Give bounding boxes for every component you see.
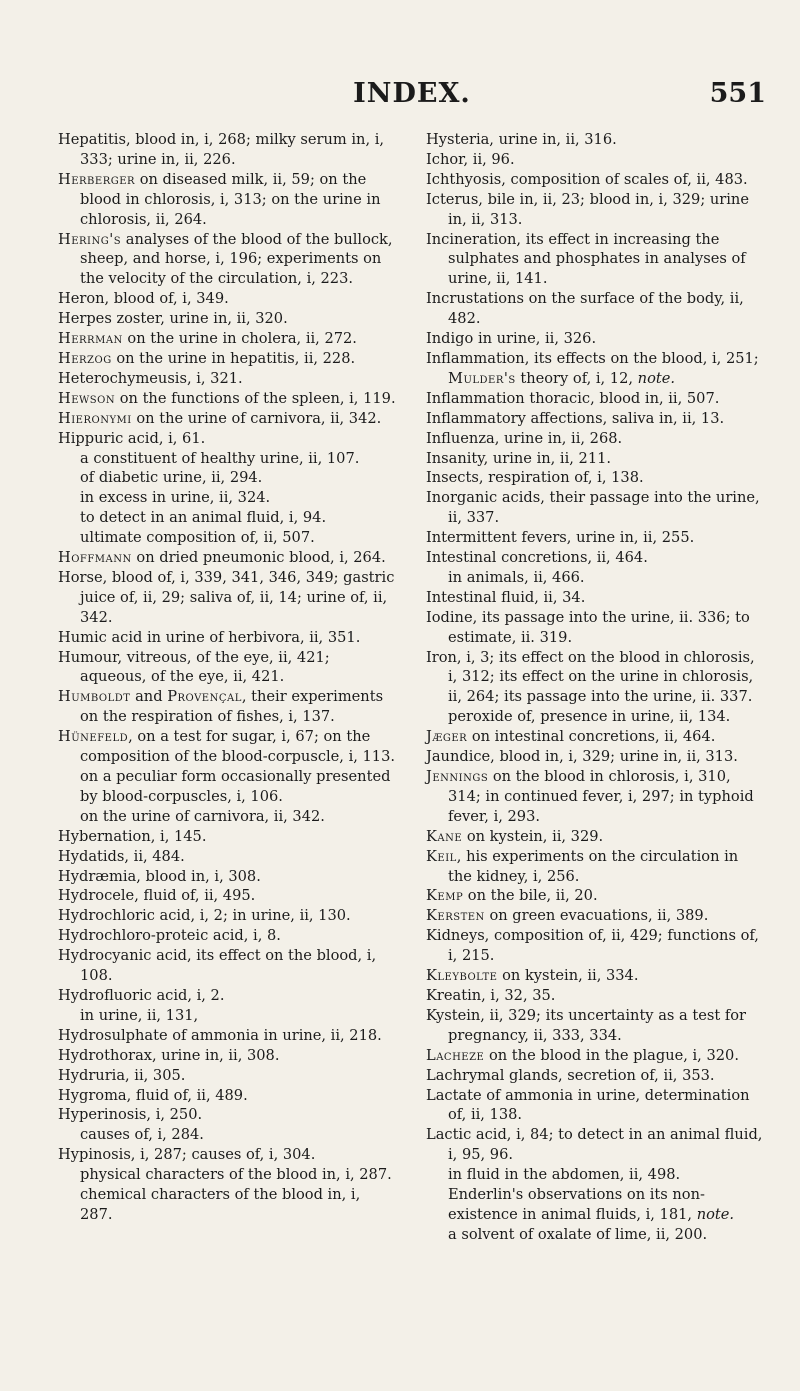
right-index-column xyxy=(426,130,764,1245)
index-text: on green evacuations, ii, 389. xyxy=(484,907,709,925)
index-entry xyxy=(426,429,764,449)
index-text: on kystein, ii, 329. xyxy=(462,827,604,845)
index-note: note. xyxy=(696,1205,735,1223)
index-text: on the functions of the spleen, i, 119. xyxy=(115,389,396,407)
index-author: Lacheze xyxy=(426,1046,485,1064)
page-number: 551 xyxy=(709,78,766,109)
index-entry xyxy=(426,1066,764,1086)
index-entry xyxy=(58,568,396,628)
index-text: on intestinal concretions, ii, 464. xyxy=(467,728,716,746)
index-text: ultimate composition of, ii, 507. xyxy=(80,529,315,547)
index-text: Inflammation thoracic, blood in, ii, 507. xyxy=(426,389,720,407)
index-subentry xyxy=(426,1185,764,1225)
index-entry xyxy=(426,827,764,847)
index-text: in excess in urine, ii, 324. xyxy=(80,489,271,507)
index-entry xyxy=(426,468,764,488)
index-text: Incrustations on the surface of the body, ii, 482. xyxy=(426,290,744,328)
index-entry xyxy=(58,687,396,727)
index-entry xyxy=(58,648,396,688)
index-entry xyxy=(58,389,396,409)
index-entry xyxy=(426,966,764,986)
index-entry xyxy=(426,548,764,568)
index-entry xyxy=(426,170,764,190)
index-text: Incineration, its effect in increasing the sulphates and phosphates in analyses of urine, ii, 141. xyxy=(426,230,746,288)
index-subentry xyxy=(426,1225,764,1245)
index-subentry xyxy=(426,568,764,588)
index-text: of diabetic urine, ii, 294. xyxy=(80,469,263,487)
index-entry xyxy=(426,130,764,150)
index-entry xyxy=(426,349,764,389)
index-text: Hydatids, ii, 484. xyxy=(58,847,185,865)
index-note: note. xyxy=(637,369,675,387)
index-subentry xyxy=(58,767,396,807)
index-text: Indigo in urine, ii, 326. xyxy=(426,330,597,348)
index-entry xyxy=(58,369,396,389)
index-entry xyxy=(58,1145,396,1165)
index-entry xyxy=(58,409,396,429)
index-text: , on a test for sugar, i, 67; on the composition of the blood-corpuscle, i, 113. xyxy=(80,728,396,766)
index-entry xyxy=(426,409,764,429)
index-entry xyxy=(426,528,764,548)
index-entry xyxy=(58,329,396,349)
index-text: Influenza, urine in, ii, 268. xyxy=(426,429,623,447)
index-author: Hewson xyxy=(58,389,116,407)
index-author: Mulder's xyxy=(448,369,516,387)
index-entry xyxy=(58,986,396,1006)
index-text: Hippuric acid, i, 61. xyxy=(58,429,206,447)
index-text: Hyperinosis, i, 250. xyxy=(58,1106,203,1124)
index-text: Hydrochloro-proteic acid, i, 8. xyxy=(58,927,281,945)
index-text: on the blood in chlorosis, i, 310, 314; in continued fever, i, 297; in typhoid fever, i, 293. xyxy=(448,768,754,825)
index-entry xyxy=(426,488,764,528)
index-text: chemical characters of the blood in, i, 287. xyxy=(80,1186,361,1223)
index-text: Kystein, ii, 329; its uncertainty as a test for pregnancy, ii, 333, 334. xyxy=(426,1006,747,1044)
index-entry xyxy=(58,946,396,986)
index-text: Hydrocele, fluid of, ii, 495. xyxy=(58,887,256,905)
index-text: theory of, i, 12, xyxy=(515,369,638,387)
index-text: on the blood in the plague, i, 320. xyxy=(484,1046,739,1064)
index-entry xyxy=(58,628,396,648)
index-text: Icterus, bile in, ii, 23; blood in, i, 329; urine in, ii, 313. xyxy=(426,190,749,228)
index-text: on the urine in hepatitis, ii, 228. xyxy=(111,349,356,367)
index-text: Lactic acid, i, 84; to detect in an animal fluid, i, 95, 96. xyxy=(426,1126,763,1164)
page-header xyxy=(58,78,766,112)
index-author: Herberger xyxy=(58,170,136,188)
index-entry xyxy=(58,1026,396,1046)
index-text: on dried pneumonic blood, i, 264. xyxy=(131,549,386,567)
index-text: to detect in an animal fluid, i, 94. xyxy=(80,509,327,527)
index-text: Humour, vitreous, of the eye, ii, 421; aqueous, of the eye, ii, 421. xyxy=(58,648,330,686)
index-entry xyxy=(426,588,764,608)
index-entry xyxy=(426,886,764,906)
index-entry xyxy=(58,827,396,847)
index-entry xyxy=(58,548,396,568)
index-text: Lactate of ammonia in urine, determination of, ii, 138. xyxy=(426,1086,750,1124)
index-text: Hysteria, urine in, ii, 316. xyxy=(426,131,617,148)
index-text: analyses of the blood of the bullock, sheep, and horse, i, 196; experiments on the velocity of the circulation, i, 223. xyxy=(80,230,393,288)
index-text: and xyxy=(130,688,168,706)
index-author: Kleybolte xyxy=(426,967,498,985)
index-entry xyxy=(426,449,764,469)
index-text: Hepatitis, blood in, i, 268; milky serum in, i, 333; urine in, ii, 226. xyxy=(58,131,385,168)
index-entry xyxy=(58,906,396,926)
index-author: Jæger xyxy=(426,728,468,746)
index-text: on the urine in cholera, ii, 272. xyxy=(122,330,357,348)
index-text: in urine, ii, 131, xyxy=(80,1006,199,1024)
index-entry xyxy=(426,986,764,1006)
index-entry xyxy=(58,1105,396,1125)
index-text: , their experiments on the respiration of fishes, i, 137. xyxy=(80,688,384,726)
index-text: on the urine of carnivora, ii, 342. xyxy=(80,807,325,825)
index-text: Enderlin's observations on its non-existence in animal fluids, i, 181, xyxy=(448,1186,705,1223)
index-author: Kane xyxy=(426,827,463,845)
index-text: Iron, i, 3; its effect on the blood in chlorosis, i, 312; its effect on the urine in chlorosis, ii, 264; its passage into the urine, ii. 337. xyxy=(426,648,755,706)
index-author: Humboldt xyxy=(58,688,131,706)
index-entry xyxy=(58,309,396,329)
index-text: Hydrothorax, urine in, ii, 308. xyxy=(58,1046,280,1064)
index-text: Iodine, its passage into the urine, ii. 336; to estimate, ii. 319. xyxy=(426,608,750,646)
index-subentry xyxy=(426,1165,764,1185)
index-author: Kemp xyxy=(426,887,464,905)
index-text: Intermittent fevers, urine in, ii, 255. xyxy=(426,529,695,547)
index-text: Ichor, ii, 96. xyxy=(426,150,515,168)
index-text: Hydruria, ii, 305. xyxy=(58,1066,186,1084)
index-text: Hybernation, i, 145. xyxy=(58,827,207,845)
index-entry xyxy=(426,648,764,708)
index-entry xyxy=(426,926,764,966)
index-entry xyxy=(426,727,764,747)
index-entry xyxy=(58,1086,396,1106)
index-text: Inflammatory affections, saliva in, ii, 13. xyxy=(426,409,725,427)
index-entry xyxy=(58,289,396,309)
index-entry xyxy=(426,289,764,329)
index-text: on kystein, ii, 334. xyxy=(497,967,639,985)
index-author: Provençal xyxy=(167,688,242,706)
index-text: Insanity, urine in, ii, 211. xyxy=(426,449,612,467)
index-text: peroxide of, presence in urine, ii, 134. xyxy=(448,708,731,726)
index-author: Keil xyxy=(426,847,457,865)
index-text: Hypinosis, i, 287; causes of, i, 304. xyxy=(58,1146,316,1164)
index-text: Herpes zoster, urine in, ii, 320. xyxy=(58,310,288,328)
index-subentry xyxy=(58,1006,396,1026)
index-author: Hünefeld xyxy=(58,728,129,746)
index-entry xyxy=(426,389,764,409)
index-text: Jaundice, blood in, i, 329; urine in, ii, 313. xyxy=(426,748,738,766)
index-text: a constituent of healthy urine, ii, 107. xyxy=(80,449,360,467)
index-author: Kersten xyxy=(426,907,485,925)
index-text: Intestinal concretions, ii, 464. xyxy=(426,549,648,567)
index-entry xyxy=(58,349,396,369)
index-subentry xyxy=(58,468,396,488)
index-text: in animals, ii, 466. xyxy=(448,568,585,586)
index-subentry xyxy=(58,1185,396,1225)
index-entry xyxy=(426,906,764,926)
index-text: Insects, respiration of, i, 138. xyxy=(426,469,644,487)
index-text: Kidneys, composition of, ii, 429; functions of, i, 215. xyxy=(426,927,759,965)
index-subentry xyxy=(58,449,396,469)
index-entry xyxy=(426,1006,764,1046)
index-text: Hydrofluoric acid, i, 2. xyxy=(58,986,225,1004)
index-text: Lachrymal glands, secretion of, ii, 353. xyxy=(426,1066,715,1084)
index-author: Jennings xyxy=(426,768,489,785)
index-text: Horse, blood of, i, 339, 341, 346, 349; gastric juice of, ii, 29; saliva of, ii, 14; urine of, ii, 342. xyxy=(58,568,395,626)
index-entry xyxy=(426,608,764,648)
index-text: Intestinal fluid, ii, 34. xyxy=(426,588,586,606)
index-entry xyxy=(58,170,396,230)
index-entry xyxy=(426,1125,764,1165)
index-entry xyxy=(58,130,396,170)
index-text: Heron, blood of, i, 349. xyxy=(58,290,229,308)
index-entry xyxy=(58,847,396,867)
index-text: Ichthyosis, composition of scales of, ii, 483. xyxy=(426,170,748,188)
index-entry xyxy=(426,230,764,290)
index-entry xyxy=(426,847,764,887)
index-entry xyxy=(426,747,764,767)
index-text: Inflammation, its effects on the blood, i, 251; xyxy=(426,349,759,367)
index-entry xyxy=(58,230,396,290)
index-subentry xyxy=(58,488,396,508)
index-text: Hydrochloric acid, i, 2; in urine, ii, 130. xyxy=(58,907,351,925)
index-entry xyxy=(58,886,396,906)
index-subentry xyxy=(58,528,396,548)
index-text: Humic acid in urine of herbivora, ii, 351. xyxy=(58,628,361,646)
index-text: in fluid in the abdomen, ii, 498. xyxy=(448,1166,681,1184)
index-text: Heterochymeusis, i, 321. xyxy=(58,369,243,387)
left-index-column xyxy=(58,130,396,1225)
index-author: Hoffmann xyxy=(58,549,132,567)
index-author: Hering's xyxy=(58,230,122,248)
index-entry xyxy=(426,1046,764,1066)
index-text: Hygroma, fluid of, ii, 489. xyxy=(58,1086,248,1104)
index-subentry xyxy=(58,1165,396,1185)
index-entry xyxy=(426,150,764,170)
index-text: Hydræmia, blood in, i, 308. xyxy=(58,867,261,885)
index-text: Hydrocyanic acid, its effect on the blood, i, 108. xyxy=(58,947,377,985)
index-text: on the urine of carnivora, ii, 342. xyxy=(131,409,382,427)
index-author: Herrman xyxy=(58,330,123,348)
index-entry xyxy=(58,727,396,767)
index-text: a solvent of oxalate of lime, ii, 200. xyxy=(448,1225,708,1243)
index-text: , his experiments on the circulation in the kidney, i, 256. xyxy=(448,847,739,885)
index-text: Inorganic acids, their passage into the urine, ii, 337. xyxy=(426,489,760,527)
index-text: Kreatin, i, 32, 35. xyxy=(426,986,556,1004)
index-entry xyxy=(426,329,764,349)
index-entry xyxy=(426,1086,764,1126)
index-author: Herzog xyxy=(58,349,112,367)
index-entry xyxy=(58,926,396,946)
index-entry xyxy=(58,429,396,449)
index-subentry xyxy=(58,807,396,827)
index-text: causes of, i, 284. xyxy=(80,1126,204,1144)
index-entry xyxy=(426,767,764,827)
index-text: physical characters of the blood in, i, 287. xyxy=(80,1166,392,1184)
index-entry xyxy=(58,1046,396,1066)
index-subentry xyxy=(426,707,764,727)
index-entry xyxy=(58,867,396,887)
index-subentry xyxy=(58,508,396,528)
page-title: INDEX. xyxy=(353,78,471,109)
index-subentry xyxy=(58,1125,396,1145)
index-entry xyxy=(58,1066,396,1086)
index-author: Hieronymi xyxy=(58,409,132,427)
index-text: Hydrosulphate of ammonia in urine, ii, 218. xyxy=(58,1026,382,1044)
index-text: on diseased milk, ii, 59; on the blood in chlorosis, i, 313; on the urine in chlorosis, ii, 264. xyxy=(80,170,381,228)
index-entry xyxy=(426,190,764,230)
index-text: on the bile, ii, 20. xyxy=(463,887,598,905)
index-text: on a peculiar form occasionally presented by blood-corpuscles, i, 106. xyxy=(80,768,391,805)
